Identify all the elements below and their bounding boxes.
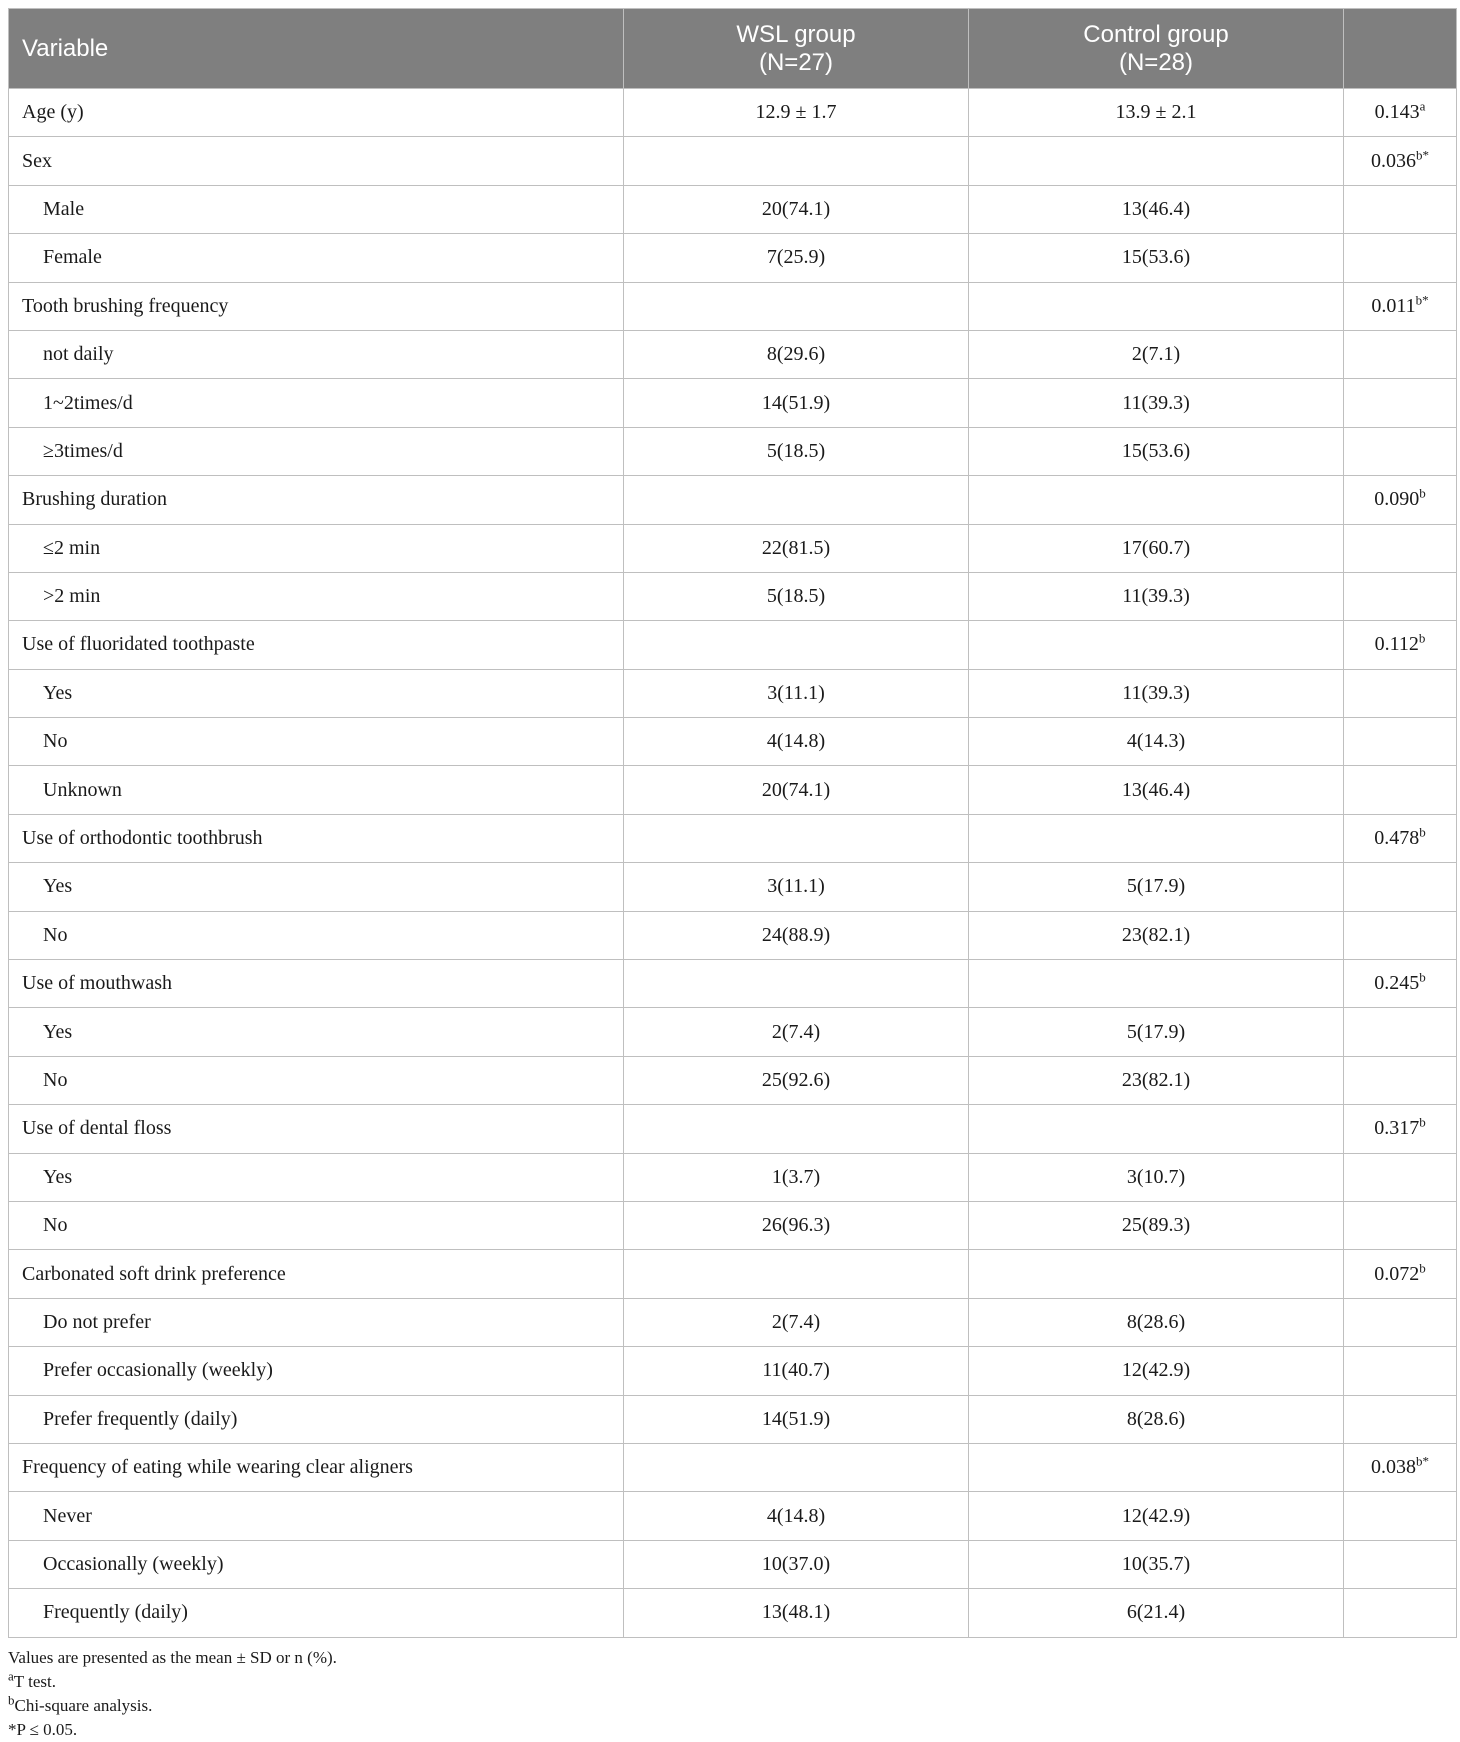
p-value-text: 0.112 [1374,633,1419,656]
footnote-marker: b [8,1691,15,1707]
cell-p-value [1344,476,1457,524]
cell-wsl: 12.9 ± 1.7 [624,89,969,137]
cell-control [969,1105,1344,1153]
row-sublabel: Yes [9,1153,624,1201]
cell-p-value [1344,1347,1457,1395]
row-label: Carbonated soft drink preference [9,1250,624,1298]
footnote-text: Values are presented as the mean ± SD or n (%). [8,1647,337,1667]
table-row [9,1589,1457,1637]
table-row [9,282,1457,330]
p-value-text: 0.317 [1374,1117,1420,1140]
table-row [9,330,1457,378]
p-value-superscript: a [1419,98,1426,114]
p-value-text: 0.143 [1374,101,1420,124]
table-row [9,1250,1457,1298]
cell-control: 23(82.1) [969,1056,1344,1104]
cell-control: 10(35.7) [969,1540,1344,1588]
table-row [9,1443,1457,1491]
row-label: Use of mouthwash [9,960,624,1008]
cell-control: 5(17.9) [969,1008,1344,1056]
table-row [9,1008,1457,1056]
p-value-superscript: b [1419,824,1426,840]
row-sublabel: Female [9,234,624,282]
cell-wsl [624,137,969,185]
row-sublabel: Yes [9,1008,624,1056]
table-row [9,1201,1457,1249]
cell-p-value [1344,89,1457,137]
demographics-table [8,8,1457,1638]
cell-p-value [1344,960,1457,1008]
header-p-value [1344,9,1457,89]
table-row [9,814,1457,862]
footnote-text: T test. [13,1671,56,1691]
row-sublabel: ≤2 min [9,524,624,572]
table-row [9,960,1457,1008]
cell-control [969,1250,1344,1298]
cell-wsl [624,621,969,669]
footnote-text: *P ≤ 0.05. [8,1719,78,1739]
footnote-text: Chi-square analysis. [14,1695,153,1715]
cell-wsl: 8(29.6) [624,330,969,378]
p-value-text: 0.072 [1374,1262,1420,1285]
cell-control [969,1443,1344,1491]
cell-wsl [624,1250,969,1298]
cell-wsl: 3(11.1) [624,863,969,911]
row-sublabel: No [9,1056,624,1104]
table-row [9,1056,1457,1104]
cell-p-value [1344,1492,1457,1540]
p-value-superscript: b [1419,1114,1426,1130]
table-row [9,1492,1457,1540]
p-value-superscript: b [1419,485,1426,501]
cell-p-value [1344,1540,1457,1588]
cell-wsl: 4(14.8) [624,718,969,766]
row-sublabel: 1~2times/d [9,379,624,427]
cell-wsl: 4(14.8) [624,1492,969,1540]
row-label: Use of fluoridated toothpaste [9,621,624,669]
row-sublabel: Prefer occasionally (weekly) [9,1347,624,1395]
cell-control: 15(53.6) [969,427,1344,475]
table-body [9,89,1457,1638]
cell-p-value [1344,1153,1457,1201]
row-sublabel: Unknown [9,766,624,814]
cell-wsl: 11(40.7) [624,1347,969,1395]
row-sublabel: Frequently (daily) [9,1589,624,1637]
cell-control [969,621,1344,669]
cell-wsl: 3(11.1) [624,669,969,717]
row-sublabel: Yes [9,863,624,911]
table-row [9,766,1457,814]
p-value-text: 0.036 [1371,149,1416,172]
row-sublabel: Yes [9,669,624,717]
p-value-superscript: b* [1416,146,1429,162]
row-label: Brushing duration [9,476,624,524]
cell-p-value [1344,1395,1457,1443]
table-row [9,911,1457,959]
cell-wsl: 25(92.6) [624,1056,969,1104]
row-sublabel: No [9,718,624,766]
cell-wsl: 26(96.3) [624,1201,969,1249]
cell-p-value [1344,330,1457,378]
cell-control: 3(10.7) [969,1153,1344,1201]
cell-wsl: 2(7.4) [624,1298,969,1346]
cell-p-value [1344,1008,1457,1056]
cell-wsl: 24(88.9) [624,911,969,959]
row-label: Use of dental floss [9,1105,624,1153]
cell-control: 13(46.4) [969,766,1344,814]
cell-p-value [1344,1201,1457,1249]
cell-p-value [1344,669,1457,717]
table-container [8,8,1456,1742]
cell-p-value [1344,863,1457,911]
cell-wsl: 5(18.5) [624,427,969,475]
table-row [9,1153,1457,1201]
cell-wsl: 22(81.5) [624,524,969,572]
table-row [9,524,1457,572]
cell-control: 11(39.3) [969,572,1344,620]
cell-wsl: 7(25.9) [624,234,969,282]
row-sublabel: No [9,1201,624,1249]
row-sublabel: not daily [9,330,624,378]
row-label: Sex [9,137,624,185]
cell-wsl [624,476,969,524]
table-row [9,1105,1457,1153]
row-sublabel: Prefer frequently (daily) [9,1395,624,1443]
cell-control [969,476,1344,524]
table-footnotes [8,1646,1456,1742]
cell-p-value [1344,1056,1457,1104]
table-row [9,1395,1457,1443]
cell-p-value [1344,137,1457,185]
header-control-n: (N=28) [1118,48,1194,76]
row-label: Age (y) [9,89,624,137]
cell-p-value [1344,1250,1457,1298]
cell-control: 8(28.6) [969,1395,1344,1443]
row-sublabel: Occasionally (weekly) [9,1540,624,1588]
table-row [9,718,1457,766]
table-row [9,89,1457,137]
cell-wsl [624,960,969,1008]
header-control-group [969,9,1344,89]
table-row [9,572,1457,620]
row-label: Frequency of eating while wearing clear aligners [9,1443,624,1491]
p-value-superscript: b [1419,1259,1426,1275]
footnote [8,1646,1456,1670]
cell-wsl: 10(37.0) [624,1540,969,1588]
header-row [9,9,1457,89]
p-value-text: 0.011 [1371,294,1416,317]
cell-control [969,960,1344,1008]
p-value-text: 0.038 [1371,1456,1416,1479]
cell-control: 4(14.3) [969,718,1344,766]
cell-p-value [1344,379,1457,427]
header-variable: Variable [9,9,624,89]
cell-control: 8(28.6) [969,1298,1344,1346]
cell-control: 15(53.6) [969,234,1344,282]
header-wsl-n: (N=27) [758,48,834,76]
cell-p-value [1344,911,1457,959]
cell-p-value [1344,282,1457,330]
table-row [9,1347,1457,1395]
cell-wsl: 1(3.7) [624,1153,969,1201]
p-value-superscript: b* [1415,292,1429,308]
table-header [9,9,1457,89]
table-row [9,379,1457,427]
row-sublabel: Male [9,185,624,233]
cell-p-value [1344,1105,1457,1153]
p-value-superscript: b* [1416,1453,1429,1469]
cell-wsl: 5(18.5) [624,572,969,620]
p-value-text: 0.478 [1374,827,1420,850]
cell-control: 12(42.9) [969,1492,1344,1540]
cell-control: 12(42.9) [969,1347,1344,1395]
cell-p-value [1344,1589,1457,1637]
table-row [9,185,1457,233]
table-row [9,427,1457,475]
cell-control: 6(21.4) [969,1589,1344,1637]
cell-control: 5(17.9) [969,863,1344,911]
p-value-superscript: b [1419,969,1426,985]
cell-wsl [624,814,969,862]
cell-wsl [624,282,969,330]
table-row [9,137,1457,185]
cell-control: 23(82.1) [969,911,1344,959]
table-row [9,621,1457,669]
row-sublabel: Do not prefer [9,1298,624,1346]
row-sublabel: Never [9,1492,624,1540]
cell-control: 11(39.3) [969,669,1344,717]
cell-wsl: 20(74.1) [624,185,969,233]
p-value-text: 0.090 [1374,488,1420,511]
cell-control: 13(46.4) [969,185,1344,233]
footnote [8,1691,1456,1718]
footnote [8,1718,1456,1742]
cell-wsl: 13(48.1) [624,1589,969,1637]
row-label: Use of orthodontic toothbrush [9,814,624,862]
cell-p-value [1344,185,1457,233]
table-row [9,669,1457,717]
row-sublabel: No [9,911,624,959]
cell-p-value [1344,524,1457,572]
cell-p-value [1344,1443,1457,1491]
header-wsl-title: WSL group [736,20,856,48]
cell-wsl: 14(51.9) [624,1395,969,1443]
table-row [9,1298,1457,1346]
cell-p-value [1344,427,1457,475]
row-label: Tooth brushing frequency [9,282,624,330]
cell-control: 11(39.3) [969,379,1344,427]
cell-p-value [1344,766,1457,814]
row-sublabel: >2 min [9,572,624,620]
p-value-superscript: b [1418,630,1426,646]
row-sublabel: ≥3times/d [9,427,624,475]
cell-wsl: 14(51.9) [624,379,969,427]
table-row [9,476,1457,524]
p-value-text: 0.245 [1374,972,1420,995]
cell-wsl: 2(7.4) [624,1008,969,1056]
header-wsl-group [624,9,969,89]
cell-control: 17(60.7) [969,524,1344,572]
cell-control: 2(7.1) [969,330,1344,378]
cell-p-value [1344,234,1457,282]
cell-control [969,814,1344,862]
table-row [9,234,1457,282]
table-row [9,863,1457,911]
cell-p-value [1344,572,1457,620]
cell-control: 13.9 ± 2.1 [969,89,1344,137]
header-control-title: Control group [1083,20,1229,48]
footnote-marker: a [8,1667,14,1683]
cell-p-value [1344,621,1457,669]
cell-control: 25(89.3) [969,1201,1344,1249]
table-row [9,1540,1457,1588]
cell-wsl [624,1443,969,1491]
cell-p-value [1344,814,1457,862]
footnote [8,1667,1456,1694]
cell-p-value [1344,1298,1457,1346]
cell-control [969,282,1344,330]
cell-wsl: 20(74.1) [624,766,969,814]
cell-wsl [624,1105,969,1153]
cell-control [969,137,1344,185]
cell-p-value [1344,718,1457,766]
